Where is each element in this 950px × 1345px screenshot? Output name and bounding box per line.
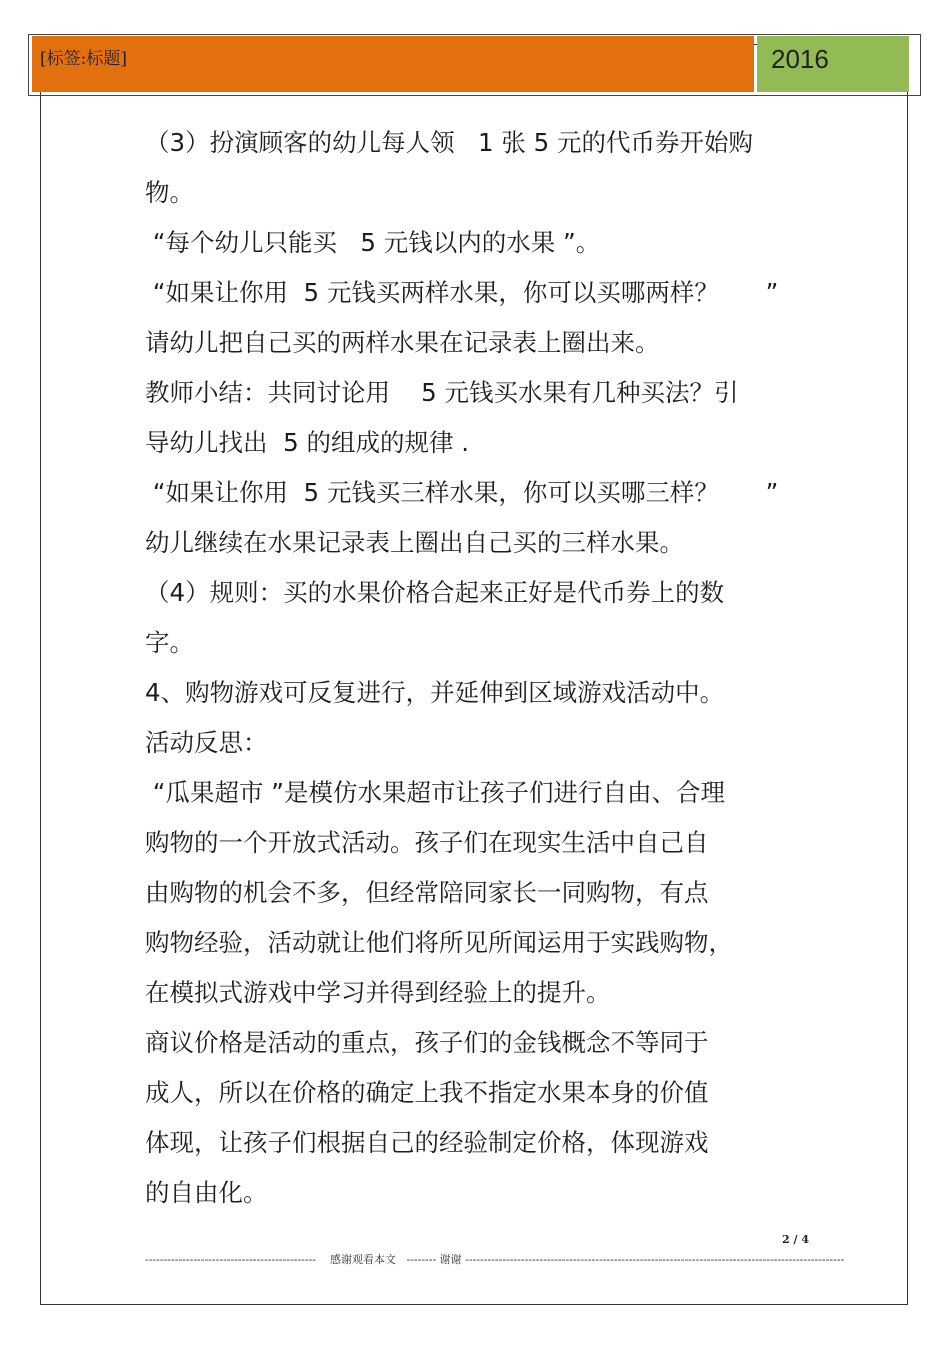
page-number: 2 / 4 [782, 1233, 809, 1246]
text-line: 教师小结：共同讨论用 5 元钱买水果有几种买法？引 [145, 378, 739, 407]
text-line: “每个幼儿只能买 5 元钱以内的水果 ”。 [145, 228, 601, 257]
text-line: 导幼儿找出 5 的组成的规律 . [145, 428, 470, 457]
header-year: 2016 [771, 44, 829, 74]
text-line: （4）规则：买的水果价格合起来正好是代币券上的数 [145, 578, 725, 607]
text-line: 活动反思： [145, 728, 268, 757]
text-line: “如果让你用 5 元钱买三样水果，你可以买哪三样？ ” [145, 478, 779, 507]
text-line: （3）扮演顾客的幼儿每人领 1 张 5 元的代币券开始购 [145, 128, 753, 157]
text-line: 购物的一个开放式活动。孩子们在现实生活中自己自 [145, 828, 709, 857]
text-line: 由购物的机会不多，但经常陪同家长一同购物，有点 [145, 878, 709, 907]
text-line: “如果让你用 5 元钱买两样水果，你可以买哪两样？ ” [145, 278, 779, 307]
body-text [145, 118, 805, 1218]
text-line: 在模拟式游戏中学习并得到经验上的提升。 [145, 978, 611, 1007]
text-line: “瓜果超市 ”是模仿水果超市让孩子们进行自由、合理 [145, 778, 725, 807]
text-line: 体现，让孩子们根据自己的经验制定价格，体现游戏 [145, 1128, 709, 1157]
header-tag: [标签:标题] [40, 49, 127, 69]
text-line: 商议价格是活动的重点，孩子们的金钱概念不等同于 [145, 1028, 709, 1057]
text-line: 4、购物游戏可反复进行，并延伸到区域游戏活动中。 [145, 678, 725, 707]
text-line: 幼儿继续在水果记录表上圈出自己买的三样水果。 [145, 528, 684, 557]
text-line: 字。 [145, 628, 194, 657]
text-line: 购物经验，活动就让他们将所见所闻运用于实践购物， [145, 928, 733, 957]
text-line: 成人，所以在价格的确定上我不指定水果本身的价值 [145, 1078, 709, 1107]
header-orange-bar [32, 36, 754, 92]
text-line: 请幼儿把自己买的两样水果在记录表上圈出来。 [145, 328, 660, 357]
text-line: 物。 [145, 178, 194, 207]
footer-line: ---------------------------------------------- 感谢观看本文 -------- 谢谢 ------------------------------------------------------------------------------------------------------ [145, 1253, 845, 1266]
text-line: 的自由化。 [145, 1178, 268, 1207]
